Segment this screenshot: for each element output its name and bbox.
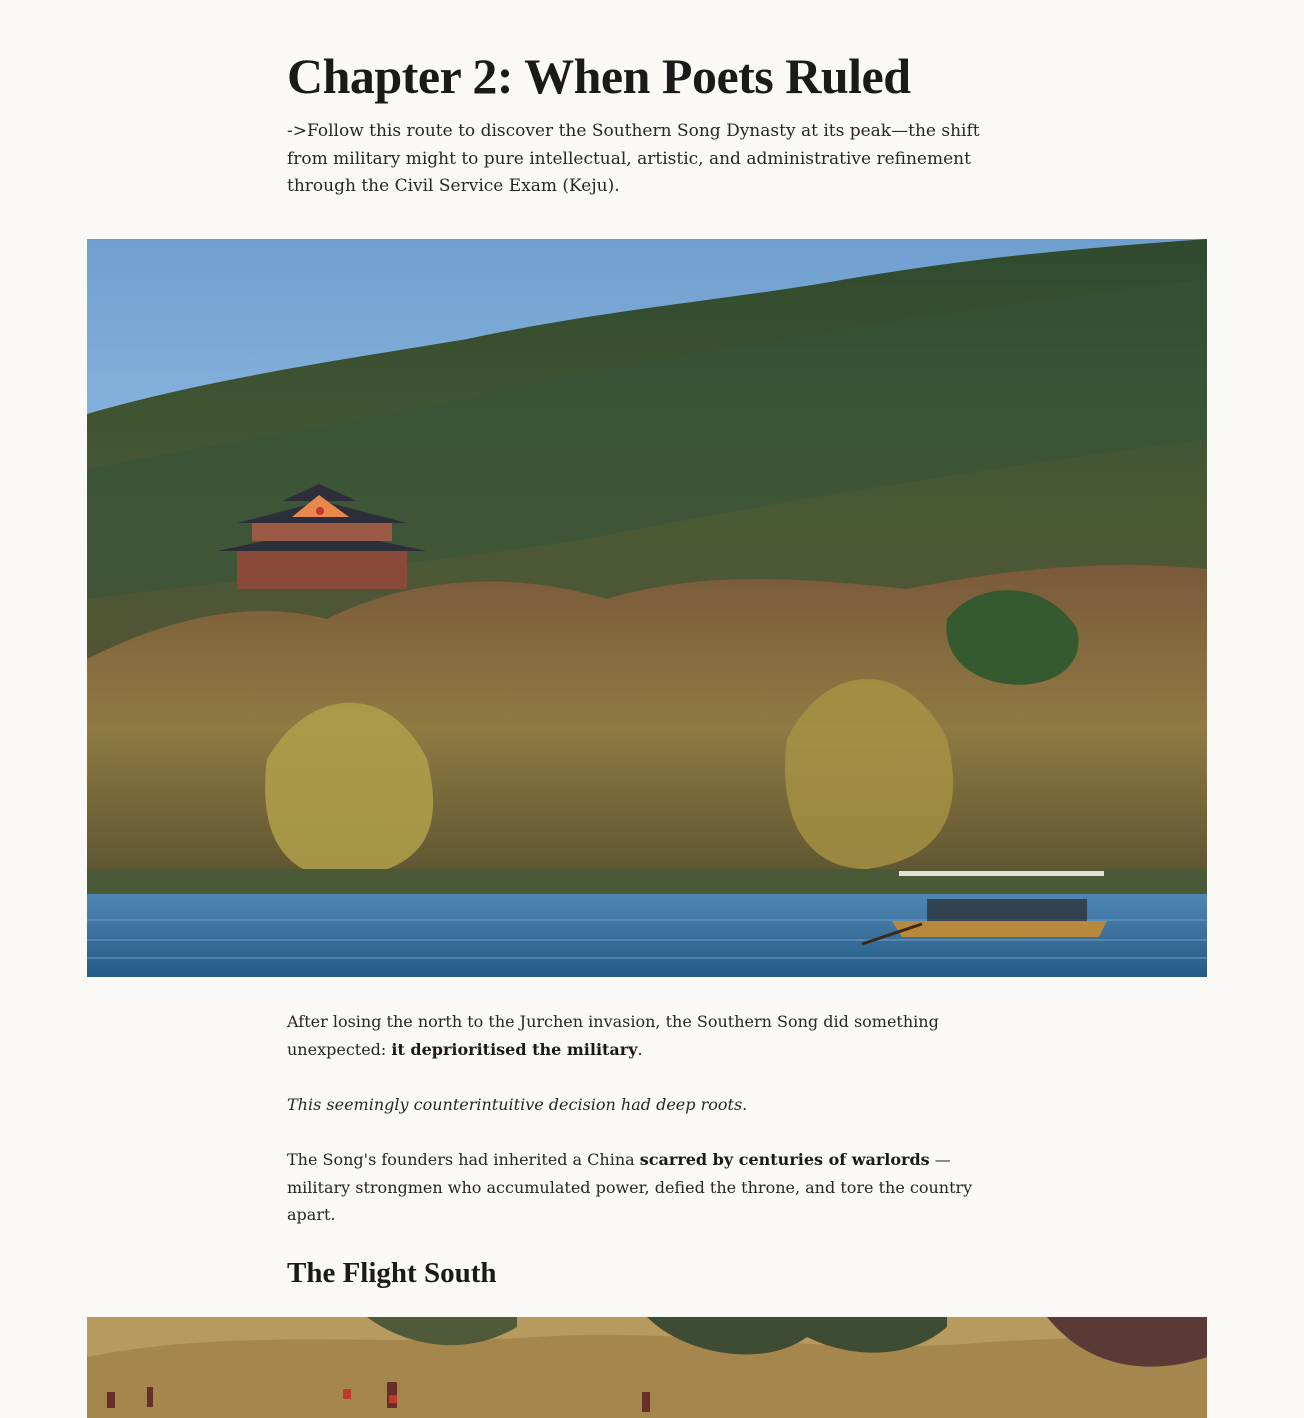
flight-south-scroll-painting <box>87 1317 1207 1418</box>
section-heading: The Flight South <box>287 1257 497 1289</box>
paragraph-text-end: — military strongmen who accumulated power, defied the throne, and tore the country apart. <box>287 1150 973 1224</box>
emphasis-text: it deprioritised the military <box>391 1039 638 1059</box>
paragraph-text: After losing the north to the Jurchen invasion, the Southern Song did something unexpected: <box>287 1012 939 1059</box>
emphasis-text: scarred by centuries of warlords <box>639 1150 930 1169</box>
italic-note: This seemingly counterintuitive decision had deep roots. <box>287 1095 748 1114</box>
paragraph-text-end: . <box>637 1039 643 1059</box>
paragraph-text: The Song's founders had inherited a China <box>287 1150 640 1169</box>
chapter-title: Chapter 2: When Poets Ruled <box>287 48 911 104</box>
paragraph-military <box>287 1008 987 1063</box>
west-lake-pagoda-photo <box>87 239 1207 977</box>
paragraph-warlords <box>287 1146 987 1229</box>
chapter-intro: ->Follow this route to discover the Southern Song Dynasty at its peak—the shift from military might to pure intellectual, artistic, and administrative refinement through the Civil Service Exam (Keju). <box>287 121 980 196</box>
